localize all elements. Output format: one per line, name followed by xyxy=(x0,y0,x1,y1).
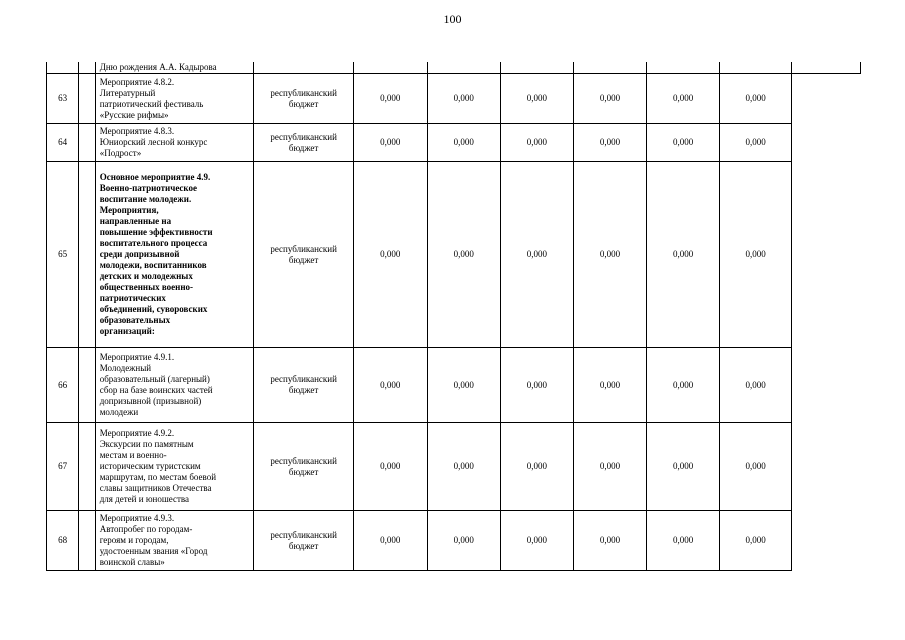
value-cell xyxy=(353,62,427,74)
activity-name-cell: Мероприятие 4.9.1. Молодежный образовательный (лагерный) сбор на базе воинских частей допризывной (призывной) молодежи xyxy=(95,348,254,423)
value-cell: 0,000 xyxy=(353,511,427,571)
value-cell: 0,000 xyxy=(647,162,720,348)
value-cell: 0,000 xyxy=(501,124,574,162)
value-cell: 0,000 xyxy=(353,162,427,348)
budget-table xyxy=(46,62,861,571)
value-cell: 0,000 xyxy=(719,162,792,348)
value-cell: 0,000 xyxy=(427,511,501,571)
value-cell: 0,000 xyxy=(647,511,720,571)
funding-source-cell: республиканский бюджет xyxy=(254,74,354,124)
value-cell: 0,000 xyxy=(427,348,501,423)
funding-source-cell: республиканский бюджет xyxy=(254,162,354,348)
table-row xyxy=(47,423,861,511)
value-cell: 0,000 xyxy=(353,124,427,162)
value-cell: 0,000 xyxy=(353,423,427,511)
spacer-cell xyxy=(79,62,96,74)
value-cell xyxy=(501,62,574,74)
row-number-cell: 64 xyxy=(47,124,79,162)
activity-name-cell: Мероприятие 4.8.2. Литературный патриотический фестиваль «Русские рифмы» xyxy=(95,74,254,124)
value-cell: 0,000 xyxy=(647,423,720,511)
activity-name-cell: Мероприятие 4.9.2. Экскурсии по памятным местам и военно- историческим туристским маршрутам, по местам боевой славы защитников Отечества для детей и юношества xyxy=(95,423,254,511)
table-row xyxy=(47,162,861,348)
row-number-cell: 67 xyxy=(47,423,79,511)
value-cell: 0,000 xyxy=(501,348,574,423)
spacer-cell xyxy=(79,162,96,348)
funding-source-cell: республиканский бюджет xyxy=(254,423,354,511)
value-cell: 0,000 xyxy=(719,423,792,511)
value-cell: 0,000 xyxy=(427,74,501,124)
value-cell: 0,000 xyxy=(427,423,501,511)
row-number-cell: 66 xyxy=(47,348,79,423)
spacer-cell xyxy=(79,124,96,162)
value-cell: 0,000 xyxy=(573,124,647,162)
row-number-cell: 63 xyxy=(47,74,79,124)
activity-name-cell: Мероприятие 4.9.3. Автопробег по городам- героям и городам, удостоенным звания «Город воинской славы» xyxy=(95,511,254,571)
value-cell: 0,000 xyxy=(501,511,574,571)
value-cell: 0,000 xyxy=(353,348,427,423)
spacer-cell xyxy=(79,348,96,423)
funding-source-cell: республиканский бюджет xyxy=(254,124,354,162)
table-row xyxy=(47,348,861,423)
value-cell: 0,000 xyxy=(719,74,792,124)
value-cell: 0,000 xyxy=(427,124,501,162)
value-cell xyxy=(427,62,501,74)
value-cell xyxy=(719,62,792,74)
table-row xyxy=(47,124,861,162)
funding-source-cell xyxy=(254,62,354,74)
value-cell: 0,000 xyxy=(573,511,647,571)
value-cell: 0,000 xyxy=(647,348,720,423)
value-cell xyxy=(647,62,720,74)
funding-source-cell: республиканский бюджет xyxy=(254,511,354,571)
value-cell: 0,000 xyxy=(719,124,792,162)
table-row xyxy=(47,511,861,571)
spacer-cell xyxy=(79,423,96,511)
value-cell: 0,000 xyxy=(353,74,427,124)
value-cell: 0,000 xyxy=(501,162,574,348)
activity-name-cell: Дню рождения А.А. Кадырова xyxy=(95,62,254,74)
activity-name-cell: Основное мероприятие 4.9. Военно-патриотическое воспитание молодежи. Мероприятия, направленные на повышение эффективности воспитательного процесса среди допризывной молодежи, воспитанников детских и молодежных общественных военно- патриотических объединений, суворовских образовательных организаций: xyxy=(95,162,254,348)
value-cell: 0,000 xyxy=(427,162,501,348)
spacer-cell xyxy=(79,511,96,571)
table-row xyxy=(47,74,861,124)
row-number-cell: 68 xyxy=(47,511,79,571)
row-number-cell: 65 xyxy=(47,162,79,348)
value-cell: 0,000 xyxy=(573,423,647,511)
value-cell xyxy=(792,62,861,74)
value-cell: 0,000 xyxy=(501,423,574,511)
continuation-row xyxy=(47,62,861,74)
value-cell: 0,000 xyxy=(719,348,792,423)
value-cell: 0,000 xyxy=(573,162,647,348)
funding-source-cell: республиканский бюджет xyxy=(254,348,354,423)
value-cell: 0,000 xyxy=(573,74,647,124)
value-cell: 0,000 xyxy=(719,511,792,571)
value-cell: 0,000 xyxy=(573,348,647,423)
activity-name-cell: Мероприятие 4.8.3. Юниорский лесной конкурс «Подрост» xyxy=(95,124,254,162)
value-cell: 0,000 xyxy=(501,74,574,124)
page-number: 100 xyxy=(443,12,462,26)
spacer-cell xyxy=(79,74,96,124)
row-number-cell xyxy=(47,62,79,74)
value-cell xyxy=(573,62,647,74)
value-cell: 0,000 xyxy=(647,74,720,124)
table-body xyxy=(47,62,861,571)
value-cell: 0,000 xyxy=(647,124,720,162)
